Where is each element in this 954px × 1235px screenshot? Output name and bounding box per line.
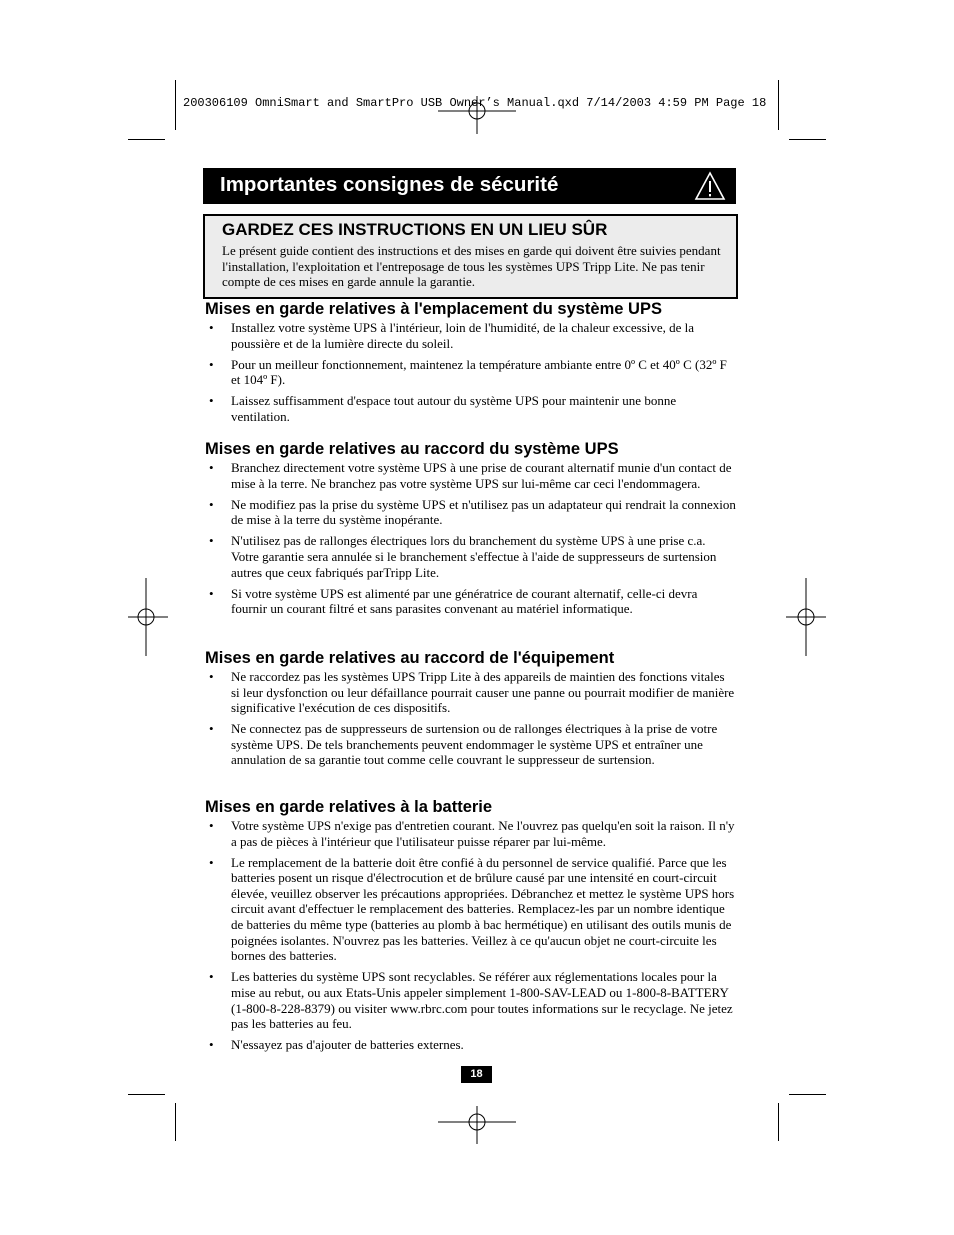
registration-mark-left-icon [128, 578, 168, 656]
section-ups-connection [205, 439, 736, 617]
list-item: • Laissez suffisamment d'espace tout autour du système UPS pour maintenir une bonne ventilation. [205, 393, 736, 424]
list-item: • N'utilisez pas de rallonges électriques lors du branchement du système UPS à une prise c.a. Votre garantie sera annulée si le branchement s'effectue à l'aide de suppresseurs de surtension autres que ceux fabriqués parTripp Lite. [205, 533, 736, 580]
page-title: Importantes consignes de sécurité [220, 173, 559, 196]
list-item: • Votre système UPS n'exige pas d'entretien courant. Ne l'ouvrez pas quelqu'en soit la raison. Il n'y a pas de pièces à l'intérieur que l'utilisateur puisse réparer par lui-même. [205, 818, 736, 849]
list-item: • Le remplacement de la batterie doit être confié à du personnel de service qualifié. Parce que les batteries posent un risque d'électrocution et de brûlure causé par une intensité en court-circuit élevée, veuillez observer les précautions appropriées. Débranchez et mettez le système UPS hors circuit avant d'effectuer le remplacement des batteries. Remplacez-les par un nombre identique de batteries du même type (batteries au plomb à bac hermétique) en utilisant des outils munis de poignées isolantes. N'ouvrez pas les batteries. Veillez à ce qu'aucun objet ne court-circuite les bornes des batteries. [205, 855, 736, 964]
list-item: • Installez votre système UPS à l'intérieur, loin de l'humidité, de la chaleur excessive, de la poussière et de la lumière directe du soleil. [205, 320, 736, 351]
notice-title: GARDEZ CES INSTRUCTIONS EN UN LIEU SÛR [222, 220, 608, 239]
section-heading: Mises en garde relatives à la batterie [205, 798, 493, 816]
list-item: • Ne connectez pas de suppresseurs de surtension ou de rallonges électriques à la prise de votre système UPS. De tels branchements peuvent endommager le système UPS et entraîner une annulation de sa garantie tout comme celle couvrant le suppresseur de surtension. [205, 721, 736, 768]
section-heading: Mises en garde relatives au raccord de l'équipement [205, 649, 615, 667]
warning-triangle-icon [694, 171, 726, 201]
registration-mark-top-icon [438, 96, 516, 136]
registration-mark-right-icon [786, 578, 826, 656]
list-item: • Ne modifiez pas la prise du système UPS et n'utilisez pas un adaptateur qui rendrait la connexion de mise à la terre du système inopérante. [205, 497, 736, 528]
list-item: • Branchez directement votre système UPS à une prise de courant alternatif munie d'un contact de mise à la terre. Ne branchez pas votre système UPS sur lui-même car ceci l'endommagera. [205, 460, 736, 491]
page-number: 18 [461, 1066, 492, 1083]
list-item: • Si votre système UPS est alimenté par une génératrice de courant alternatif, celle-ci devra fournir un courant filtré et sans parasites convenant au matériel informatique. [205, 586, 736, 617]
section-battery [205, 797, 736, 1053]
print-slug-line: 200306109 OmniSmart and SmartPro USB Owner’s Manual.qxd 7/14/2003 4:59 PM Page 18 [183, 96, 767, 110]
notice-body: Le présent guide contient des instructions et des mises en garde qui doivent être suivies pendant l'installation, l'exploitation et l'entreposage de tous les systèmes UPS Tripp Lite. Ne pas tenir compte de ces mises en garde annule la garantie. [222, 243, 721, 290]
title-banner [203, 168, 736, 204]
list-item: • Pour un meilleur fonctionnement, maintenez la température ambiante entre 0º C et 40º C (32º F et 104º F). [205, 357, 736, 388]
section-heading: Mises en garde relatives au raccord du système UPS [205, 440, 619, 458]
list-item: • N'essayez pas d'ajouter de batteries externes. [205, 1037, 736, 1053]
registration-mark-bottom-icon [438, 1104, 516, 1144]
section-heading: Mises en garde relatives à l'emplacement du système UPS [205, 300, 662, 318]
list-item: • Ne raccordez pas les systèmes UPS Tripp Lite à des appareils de maintien des fonctions vitales si leur dysfonction ou leur défaillance pourrait causer une panne ou pourrait modifier de manière significative l'exécution de ces dispositifs. [205, 669, 736, 716]
notice-box [203, 214, 738, 299]
section-equipment-connection [205, 648, 736, 768]
list-item: • Les batteries du système UPS sont recyclables. Se référer aux réglementations locales pour la mise au rebut, ou aux Etats-Unis appeler simplement 1-800-SAV-LEAD ou 1-800-8-BATTERY (1-800-8-228-8379) ou visiter www.rbrc.com pour toutes informations sur le recyclage. Ne jetez pas les batteries au feu. [205, 969, 736, 1031]
section-location [205, 299, 736, 425]
